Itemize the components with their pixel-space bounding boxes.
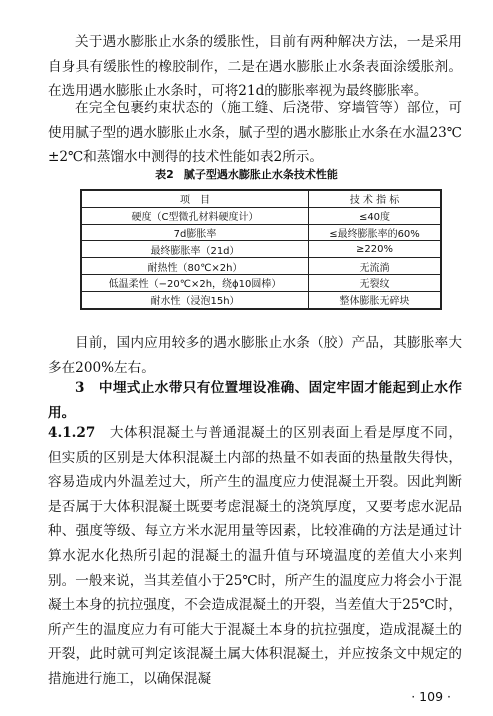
paragraph-expansion-rate: 目前，国内应用较多的遇水膨胀止水条（胶）产品，其膨胀率大多在200%左右。	[48, 335, 462, 376]
row-value: ≥220%	[309, 241, 442, 258]
paragraph-slow-expansion: 关于遇水膨胀止水条的缓胀性，目前有两种解决方法，一是采用自身具有缓胀性的橡胶制作，二是在遇水膨胀止水条表面涂缓胀剂。在选用遇水膨胀止水条时，可将21d的膨胀率视为最终膨胀率。	[48, 34, 462, 100]
header-item: 项 目	[81, 190, 309, 207]
header-spec: 技 术 指 标	[309, 190, 442, 207]
table-row	[81, 274, 441, 291]
paragraph-putty-type: 在完全包裹约束状态的（施工缝、后浇带、穿墙管等）部位，可使用腻子型的遇水膨胀止水条，腻子型的遇水膨胀止水条在水温23℃±2℃和蒸馏水中测得的技术性能如表2所示。	[48, 100, 462, 166]
table-row	[81, 207, 441, 224]
paragraph-clause-4-1-27	[48, 421, 462, 692]
row-item: 硬度（C型微孔材料硬度计）	[81, 207, 309, 224]
table-row	[81, 224, 441, 241]
table-row	[81, 258, 441, 275]
clause-text: 大体积混凝土与普通混凝土的区别表面上看是厚度不同，但实质的区别是大体积混凝土内部的热量不如表面的热量散失得快，容易造成内外温差过大，所产生的温度应力使混凝土开裂。因此判断是否属于大体积混凝土既要考虑混凝土的浇筑厚度，又要考虑水泥品种、强度等级、每立方米水泥用量等因素，比较准确的方法是通过计算水泥水化热所引起的混凝土的温升值与环境温度的差值大小来判别。一般来说，当其差值小于25℃时，所产生的温度应力将会小于混凝土本身的抗拉强度，不会造成混凝土的开裂，当差值大于25℃时，所产生的温度应力有可能大于混凝土本身的抗拉强度，造成混凝土的开裂，此时就可判定该混凝土属大体积混凝土，并应按条文中规定的措施进行施工，以确保混凝	[48, 425, 462, 687]
paragraph-waterstop-item-3: 3 中埋式止水带只有位置埋设准确、固定牢固才能起到止水作用。	[48, 380, 462, 421]
row-item: 耐热性（80℃×2h）	[81, 258, 309, 275]
table-caption-number: 表2	[155, 168, 174, 181]
row-value: 无裂纹	[309, 274, 442, 291]
row-value: 整体膨胀无碎块	[309, 291, 442, 308]
row-value: ≤40度	[309, 207, 442, 224]
row-item: 最终膨胀率（21d）	[81, 241, 309, 258]
table-caption-title: 腻子型遇水膨胀止水条技术性能	[183, 168, 338, 181]
spec-table	[80, 189, 442, 310]
page-number: · 109 ·	[411, 689, 451, 704]
row-value: ≤最终膨胀率的60%	[309, 224, 442, 241]
table-row	[81, 241, 441, 258]
clause-number: 4.1.27	[48, 425, 96, 441]
row-item: 耐水性（浸泡15h）	[81, 291, 309, 308]
row-item: 7d膨胀率	[81, 224, 309, 241]
row-value: 无流淌	[309, 258, 442, 275]
table-caption	[0, 166, 493, 182]
row-item: 低温柔性（−20℃×2h，绕ϕ10圆棒）	[81, 274, 309, 291]
table-row	[81, 291, 441, 308]
table-header-row	[81, 190, 441, 207]
